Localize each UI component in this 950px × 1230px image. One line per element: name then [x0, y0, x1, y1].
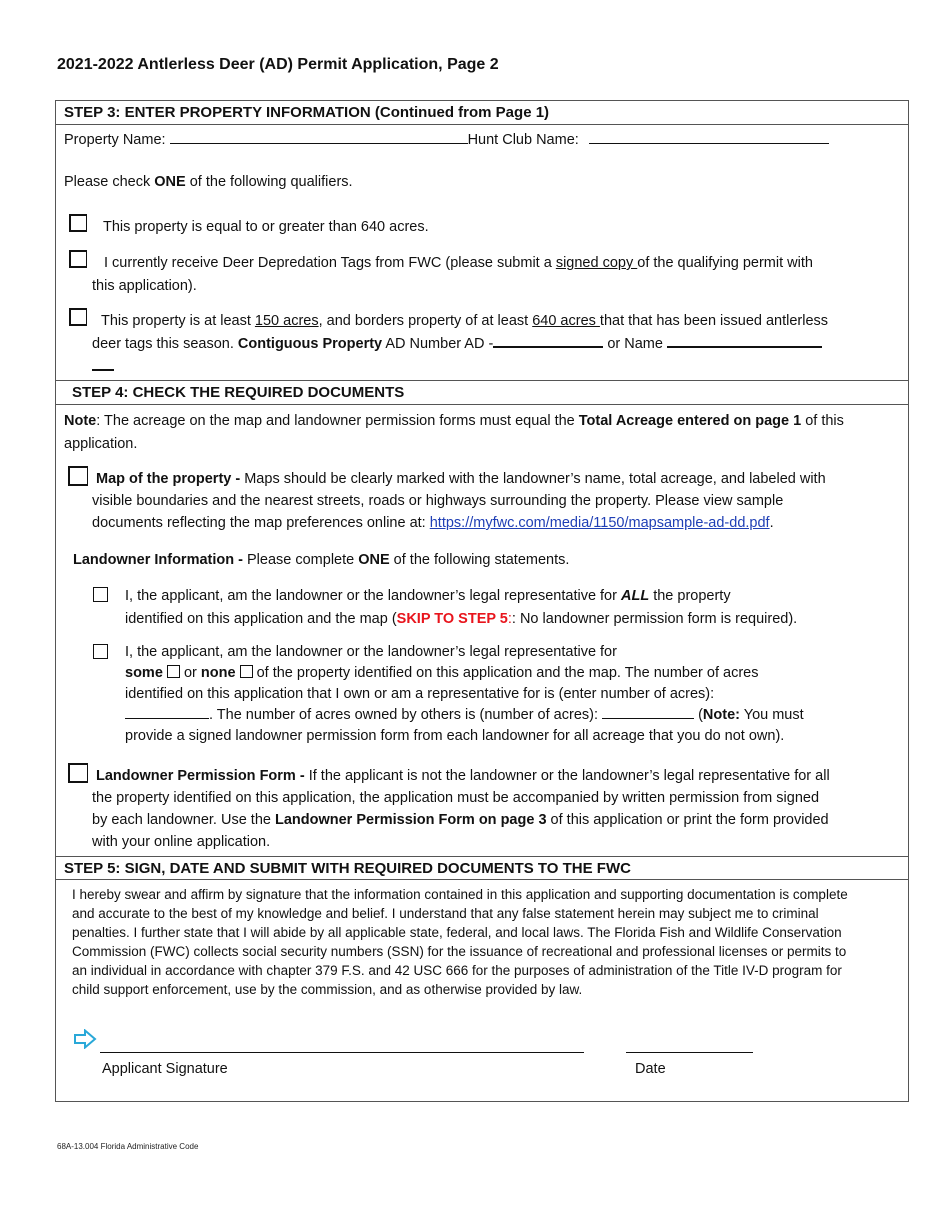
- q3-underline: 150 acres: [254, 313, 319, 329]
- map-checkbox[interactable]: [68, 466, 88, 486]
- permission-form-checkbox[interactable]: [68, 763, 88, 783]
- property-name-field[interactable]: [170, 131, 468, 144]
- note-label: Note: [64, 413, 97, 429]
- instruction-text: Please check: [64, 174, 155, 190]
- landowner-bold: Landowner Information -: [73, 552, 243, 568]
- q2-text: I currently receive Deer Depredation Tags from FWC (please submit a: [104, 255, 556, 271]
- landowner-info: [73, 549, 569, 572]
- contiguous-name-field-cont[interactable]: [92, 357, 114, 371]
- s1-text: I, the applicant, am the landowner or the landowner’s legal representative for: [125, 588, 621, 604]
- s2-text: of the property identified on this application and the map. The number of acres: [252, 665, 759, 681]
- qualifier-contiguous-checkbox[interactable]: [69, 308, 87, 326]
- arrow-right-icon: [73, 1029, 97, 1049]
- landowner-all-statement: [125, 585, 905, 631]
- application-form: [55, 100, 909, 1102]
- affirmation-line: Commission (FWC) collects social security numbers (SSN) for the issuance of recreational and professional licenses or permits to: [72, 944, 847, 959]
- s2-text: identified on this application that I own or am a representative for is (enter number of acres):: [125, 686, 715, 702]
- acreage-note: [64, 410, 904, 456]
- perm-text: by each landowner. Use the: [92, 812, 275, 828]
- map-bold: Map of the property -: [96, 471, 241, 487]
- affirmation-line: I hereby swear and affirm by signature that the information contained in this application and supporting documentation is complete: [72, 887, 848, 902]
- property-name-label: Property Name:: [64, 132, 166, 148]
- date-field[interactable]: [626, 1052, 753, 1053]
- landowner-some-none-checkbox[interactable]: [93, 644, 108, 659]
- affirmation-line: child support enforcement, use by the commission, and as otherwise provided by law.: [72, 982, 583, 997]
- qualifier-depredation-label: [92, 252, 902, 298]
- hunt-club-field[interactable]: [589, 131, 829, 144]
- or-name-label: or Name: [603, 336, 667, 352]
- some-checkbox[interactable]: [167, 665, 180, 678]
- map-description: [92, 468, 907, 534]
- qualifier-contiguous-label: [92, 310, 907, 379]
- s1-text: identified on this application and the map (: [125, 611, 397, 627]
- q3-text: that that has been issued antlerless: [599, 313, 829, 329]
- signature-label: Applicant Signature: [102, 1061, 228, 1077]
- q2-text: of the qualifying permit with: [637, 255, 813, 271]
- affirmation-text: [72, 885, 898, 999]
- contiguous-name-field[interactable]: [667, 334, 822, 348]
- note-bold: Total Acreage entered on page 1: [578, 413, 802, 429]
- s2-text: or: [179, 665, 201, 681]
- map-text: visible boundaries and the nearest streets, roads or highways surrounding the property. Please view sample: [92, 493, 784, 509]
- perm-text: If the applicant is not the landowner or the landowner’s legal representative for all: [304, 768, 830, 784]
- skip-colon: :: [507, 611, 512, 627]
- q3-text: This property is at least: [101, 313, 255, 329]
- s1-text: : No landowner permission form is required).: [511, 611, 798, 627]
- permission-form-description: [92, 765, 907, 853]
- s1-text: the property: [649, 588, 731, 604]
- qualifier-640-label: This property is equal to or greater than 640 acres.: [103, 219, 429, 235]
- affirmation-line: and accurate to the best of my knowledge and belief. I understand that any false statement herein may subject me to criminal: [72, 906, 819, 921]
- map-text: Maps should be clearly marked with the landowner’s name, total acreage, and labeled with: [240, 471, 826, 487]
- period: .: [769, 515, 774, 531]
- landowner-text: Please complete: [242, 552, 359, 568]
- paren: (: [698, 707, 703, 723]
- step3-heading: STEP 3: ENTER PROPERTY INFORMATION (Continued from Page 1): [56, 101, 908, 125]
- none-label: none: [200, 665, 236, 681]
- qualifier-depredation-checkbox[interactable]: [69, 250, 87, 268]
- s2-text: . The number of acres owned by others is (number of acres):: [209, 707, 603, 723]
- signature-field[interactable]: [100, 1052, 584, 1053]
- instruction-bold: ONE: [154, 174, 186, 190]
- step4-heading: STEP 4: CHECK THE REQUIRED DOCUMENTS: [56, 381, 908, 405]
- note-bold: Note:: [702, 707, 740, 723]
- affirmation-line: penalties. I further state that I will abide by all applicable state, federal, and local laws. The Florida Fish and Wildlife Conservation: [72, 925, 842, 940]
- affirmation-line: an individual in accordance with chapter 379 F.S. and 42 USC 666 for the purposes of administration of the Title IV-D program for: [72, 963, 842, 978]
- footer-code: 68A-13.004 Florida Administrative Code: [57, 1142, 199, 1151]
- acres-owned-field[interactable]: [125, 706, 209, 719]
- property-name-row: [64, 129, 829, 152]
- q3-text: , and borders property of at least: [318, 313, 533, 329]
- landowner-all-checkbox[interactable]: [93, 587, 108, 602]
- landowner-text: of the following statements.: [389, 552, 570, 568]
- landowner-some-none-statement: [125, 642, 905, 747]
- all-emphasis: ALL: [620, 588, 650, 604]
- hunt-club-label: Hunt Club Name:: [467, 132, 579, 148]
- perm-text: of this application or print the form provided: [546, 812, 829, 828]
- acres-others-field[interactable]: [602, 706, 694, 719]
- date-label: Date: [635, 1061, 666, 1077]
- q3-text: deer tags this season.: [92, 336, 238, 352]
- q2-text: this application).: [92, 278, 197, 294]
- qualifier-640-checkbox[interactable]: [69, 214, 87, 232]
- none-checkbox[interactable]: [240, 665, 253, 678]
- page-title: 2021-2022 Antlerless Deer (AD) Permit Application, Page 2: [57, 56, 499, 73]
- qualifier-instruction: [64, 171, 353, 194]
- ad-number-label: AD Number AD -: [382, 336, 494, 352]
- q3-underline: 640 acres: [532, 313, 600, 329]
- instruction-text: of the following qualifiers.: [185, 174, 353, 190]
- perm-text: with your online application.: [92, 834, 271, 850]
- signed-copy-text: signed copy: [555, 255, 638, 271]
- note-text: of this: [801, 413, 844, 429]
- perm-bold: Landowner Permission Form -: [96, 768, 305, 784]
- s2-text: You must: [739, 707, 804, 723]
- ad-number-field[interactable]: [493, 334, 603, 348]
- skip-to-step5: SKIP TO STEP 5: [396, 611, 508, 627]
- s2-text: provide a signed landowner permission form from each landowner for all acreage that you do not own).: [125, 728, 785, 744]
- s2-text: I, the applicant, am the landowner or the landowner’s legal representative for: [125, 644, 617, 660]
- map-sample-link[interactable]: https://myfwc.com/media/1150/mapsample-ad-dd.pdf: [429, 515, 770, 531]
- landowner-one: ONE: [358, 552, 390, 568]
- perm-page3-bold: Landowner Permission Form on page 3: [274, 812, 547, 828]
- map-text: documents reflecting the map preferences online at:: [92, 515, 430, 531]
- step5-heading: STEP 5: SIGN, DATE AND SUBMIT WITH REQUIRED DOCUMENTS TO THE FWC: [56, 857, 908, 880]
- contiguous-bold: Contiguous Property: [237, 336, 383, 352]
- note-text: application.: [64, 436, 138, 452]
- some-label: some: [125, 665, 163, 681]
- note-text: : The acreage on the map and landowner permission forms must equal the: [96, 413, 579, 429]
- perm-text: the property identified on this application, the application must be accompanied by written permission from signed: [92, 790, 820, 806]
